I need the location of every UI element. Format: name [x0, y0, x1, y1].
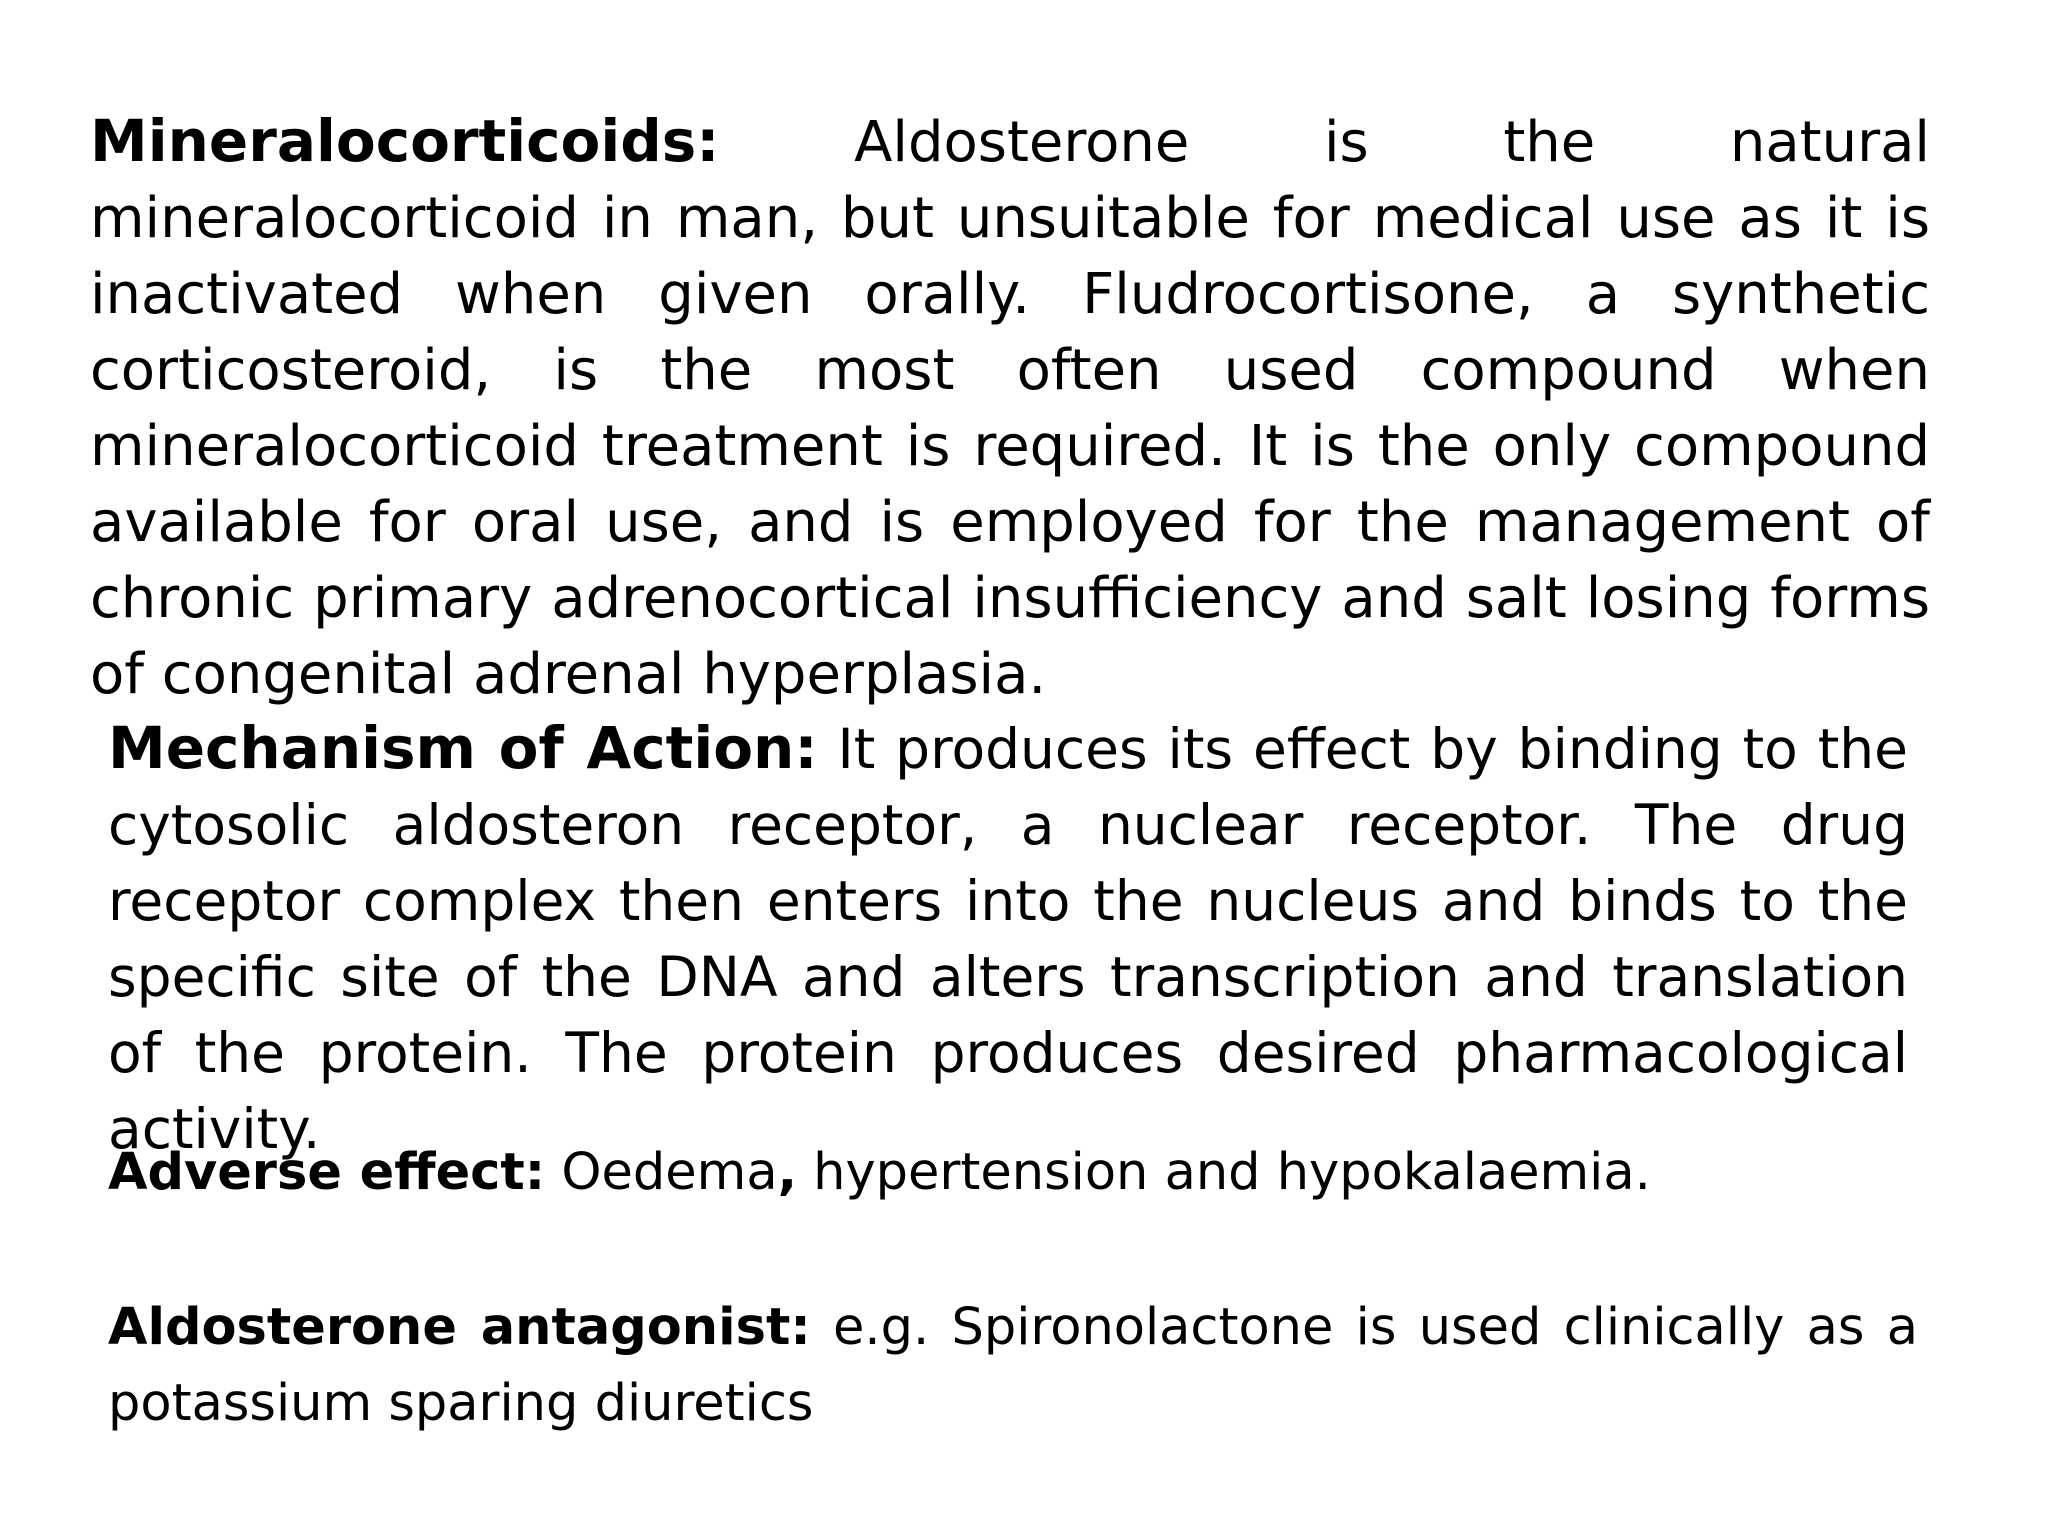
mineralocorticoids-heading: Mineralocorticoids:: [90, 107, 720, 175]
mechanism-body: It produces its effect by binding to the cytosolic aldosteron receptor, a nuclear receptor. The drug receptor complex then enters into the nucleus and binds to the specific site of the DNA and alters transcription and translation of the protein. The protein produces desired pharmacological activity.: [108, 717, 1908, 1161]
mineralocorticoids-paragraph: [90, 103, 1930, 713]
adverse-effect-paragraph: [108, 1135, 1908, 1211]
adverse-effect-heading: Adverse effect:: [108, 1143, 546, 1202]
aldosterone-antagonist-paragraph: [108, 1290, 1918, 1442]
aldosterone-antagonist-body: e.g. Spironolactone is used clinically as a potassium sparing diuretics: [108, 1298, 1918, 1433]
adverse-effect-body-part2: hypertension and hypokalaemia.: [796, 1143, 1651, 1202]
mechanism-paragraph: [108, 710, 1908, 1167]
adverse-effect-body-part1: Oedema: [545, 1143, 778, 1202]
aldosterone-antagonist-heading: Aldosterone antagonist:: [108, 1298, 811, 1357]
adverse-effect-comma: ,: [777, 1143, 797, 1202]
mechanism-heading: Mechanism of Action:: [108, 714, 818, 782]
mineralocorticoids-body: Aldosterone is the natural mineralocorticoid in man, but unsuitable for medical use as it is inactivated when given orally. Fludrocortisone, a synthetic corticosteroid, is the most often used compound when mineralocorticoid treatment is required. It is the only compound available for oral use, and is employed for the management of chronic primary adrenocortical insufficiency and salt losing forms of congenital adrenal hyperplasia.: [90, 110, 1930, 707]
